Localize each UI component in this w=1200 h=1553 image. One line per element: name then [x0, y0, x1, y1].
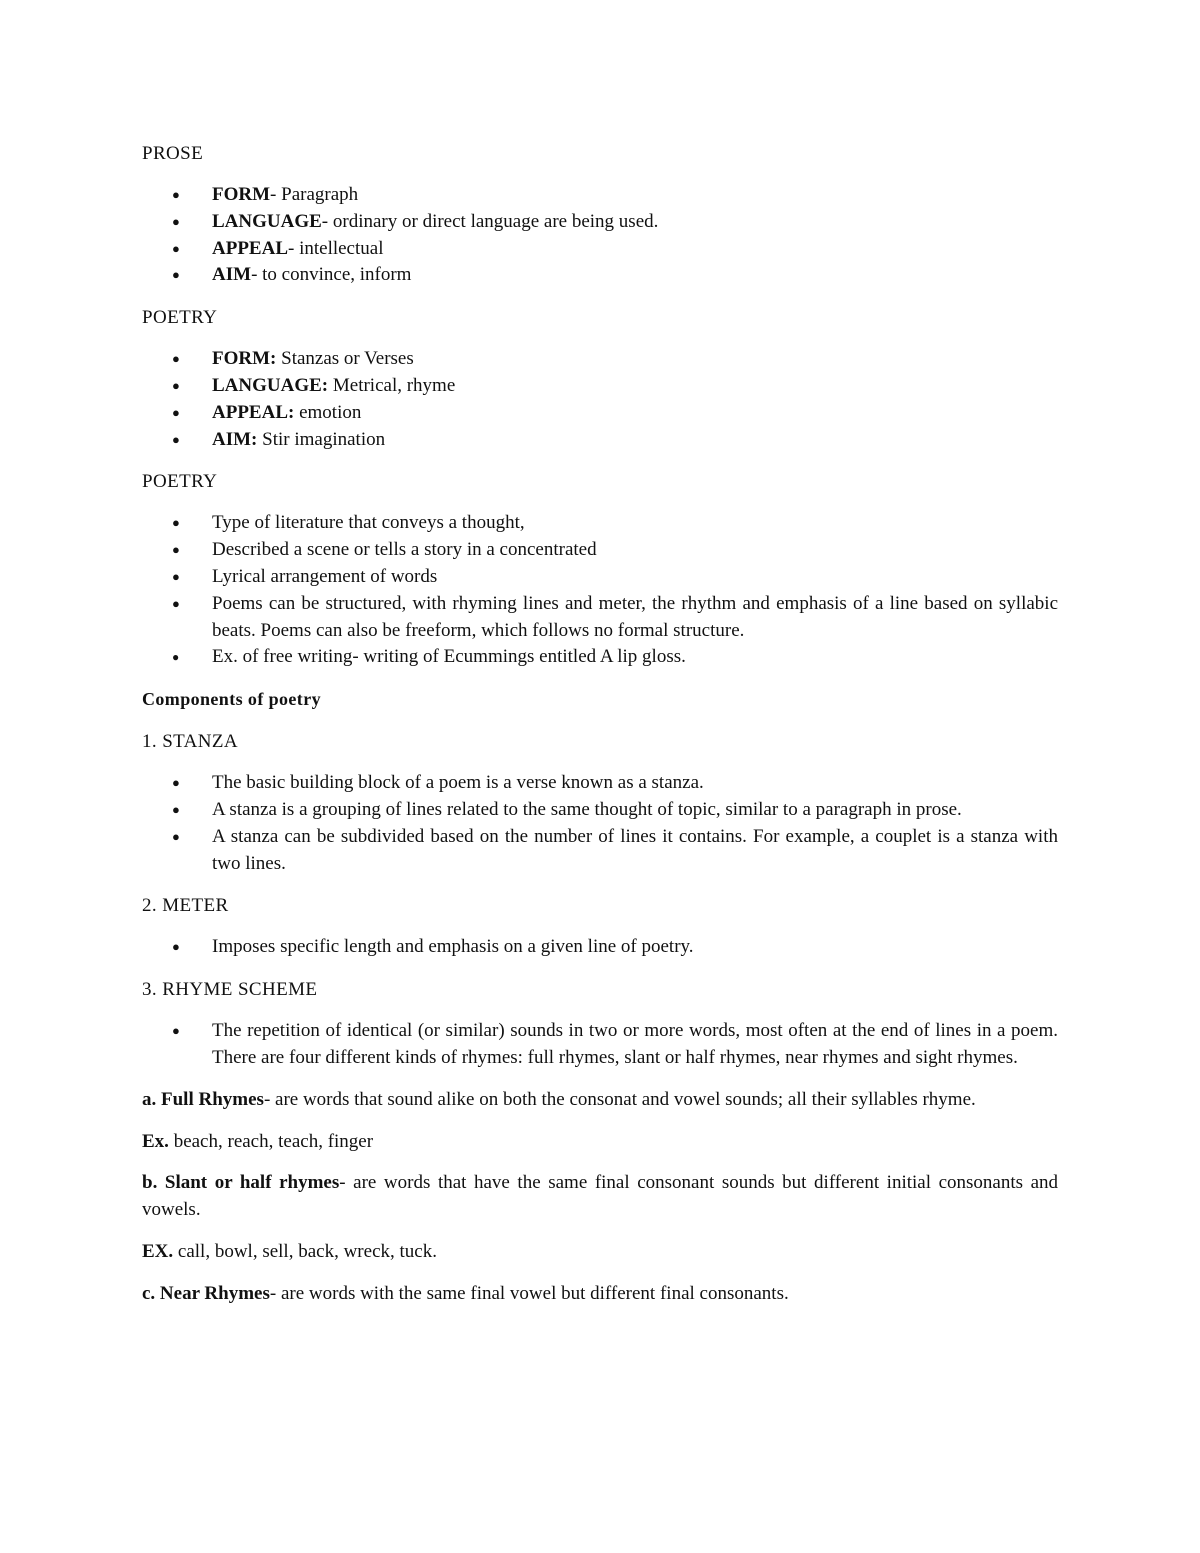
bullet-icon: ● [172, 801, 180, 817]
item-label: LANGUAGE: [212, 374, 329, 396]
list-item [172, 400, 1058, 427]
item-text: Poems can be structured, with rhyming lines and meter, the rhythm and emphasis of a line based on syllabic beats. Poems can also be freeform, which follows no formal structure. [212, 592, 1058, 641]
item-text: A stanza can be subdivided based on the number of lines it contains. For example, a couplet is a stanza with two lines. [212, 825, 1058, 874]
bullet-icon: ● [172, 775, 180, 791]
bullet-icon: ● [172, 1023, 180, 1039]
bullet-icon: ● [172, 595, 180, 611]
full-rhymes-paragraph [142, 1087, 1058, 1114]
meter-heading: 2. METER [142, 895, 229, 917]
term-definition: - are words that have the same final consonant sounds but different initial consonants and vowels. [142, 1172, 1058, 1221]
item-text: The repetition of identical (or similar) sounds in two or more words, most often at the end of lines in a poem. There are four different kinds of rhymes: full rhymes, slant or half rhymes, near rhymes and sight rhymes. [212, 1020, 1058, 1068]
item-label: AIM [212, 264, 252, 286]
bullet-icon: ● [172, 187, 180, 202]
example-label: Ex. [142, 1130, 169, 1152]
item-text: A stanza is a grouping of lines related to the same thought of topic, similar to a paragraph in prose. [212, 798, 962, 820]
item-label: AIM: [212, 428, 258, 450]
item-text: - to convince, inform [251, 264, 412, 286]
bullet-icon: ● [172, 377, 180, 393]
item-text: Stanzas or Verses [276, 348, 414, 370]
list-item [172, 262, 1058, 289]
rhyme-scheme-list [142, 1018, 1058, 1072]
item-text: - ordinary or direct language are being used. [321, 210, 659, 232]
item-text: Imposes specific length and emphasis on a given line of poetry. [212, 936, 694, 958]
slant-rhymes-example [142, 1239, 1058, 1266]
bullet-icon: ● [172, 240, 180, 256]
full-rhymes-example [142, 1129, 1058, 1156]
stanza-list [142, 770, 1058, 877]
poetry-attributes-list [142, 346, 1058, 453]
item-text: Metrical, rhyme [328, 374, 456, 396]
item-text: Described a scene or tells a story in a concentrated [212, 539, 597, 561]
prose-list [142, 182, 1058, 289]
bullet-icon: ● [172, 828, 180, 844]
bullet-icon: ● [172, 515, 180, 531]
stanza-heading: 1. STANZA [142, 731, 239, 753]
list-item [172, 346, 1058, 373]
poetry-heading: POETRY [142, 307, 218, 329]
list-item [172, 510, 1058, 537]
list-item [172, 373, 1058, 400]
list-item [172, 770, 1058, 797]
item-text: Lyrical arrangement of words [212, 565, 438, 587]
meter-list [142, 934, 1058, 961]
bullet-icon: ● [172, 213, 180, 229]
components-heading: Components of poetry [142, 689, 321, 710]
item-text: Ex. of free writing- writing of Ecummings entitled A lip gloss. [212, 646, 686, 668]
item-text: - Paragraph [270, 184, 359, 205]
poetry-definition-list [142, 510, 1058, 671]
example-text: call, bowl, sell, back, wreck, tuck. [173, 1240, 437, 1262]
item-text: - intellectual [288, 237, 384, 259]
example-label: EX. [142, 1240, 174, 1262]
list-item [172, 934, 1058, 961]
item-label: APPEAL: [212, 401, 295, 423]
term-definition: - are words that sound alike on both the consonat and vowel sounds; all their syllables rhyme. [263, 1088, 976, 1110]
poetry-definition-heading: POETRY [142, 471, 218, 493]
slant-rhymes-paragraph [142, 1170, 1058, 1224]
list-item [172, 236, 1058, 263]
list-item [172, 1018, 1058, 1072]
document-page [142, 140, 1058, 1323]
near-rhymes-paragraph [142, 1281, 1058, 1308]
list-item [172, 591, 1058, 645]
list-item [172, 537, 1058, 564]
list-item [172, 182, 1058, 209]
list-item [172, 824, 1058, 878]
item-label: LANGUAGE [212, 210, 322, 232]
bullet-icon: ● [172, 568, 180, 584]
list-item [172, 797, 1058, 824]
item-label: FORM [212, 184, 271, 205]
bullet-icon: ● [172, 939, 180, 955]
bullet-icon: ● [172, 542, 180, 558]
item-text: The basic building block of a poem is a verse known as a stanza. [212, 772, 704, 794]
list-item [172, 427, 1058, 454]
rhyme-scheme-heading: 3. RHYME SCHEME [142, 979, 318, 1001]
example-text: beach, reach, teach, finger [168, 1130, 374, 1152]
list-item [172, 564, 1058, 591]
item-text: Type of literature that conveys a thought, [212, 512, 525, 534]
bullet-icon: ● [172, 650, 180, 665]
term-label: a. Full Rhymes [142, 1088, 264, 1110]
term-label: b. Slant or half rhymes [142, 1172, 340, 1194]
list-item [172, 644, 1058, 671]
item-label: FORM: [212, 348, 277, 370]
term-label: c. Near Rhymes [142, 1282, 270, 1304]
bullet-icon: ● [172, 404, 180, 420]
term-definition: - are words with the same final vowel but different final consonants. [269, 1282, 789, 1304]
bullet-icon: ● [172, 351, 180, 367]
item-label: APPEAL [212, 237, 288, 259]
prose-heading: PROSE [142, 143, 204, 164]
list-item [172, 209, 1058, 236]
item-text: emotion [294, 401, 362, 423]
item-text: Stir imagination [257, 428, 386, 450]
bullet-icon: ● [172, 267, 180, 283]
bullet-icon: ● [172, 431, 180, 447]
